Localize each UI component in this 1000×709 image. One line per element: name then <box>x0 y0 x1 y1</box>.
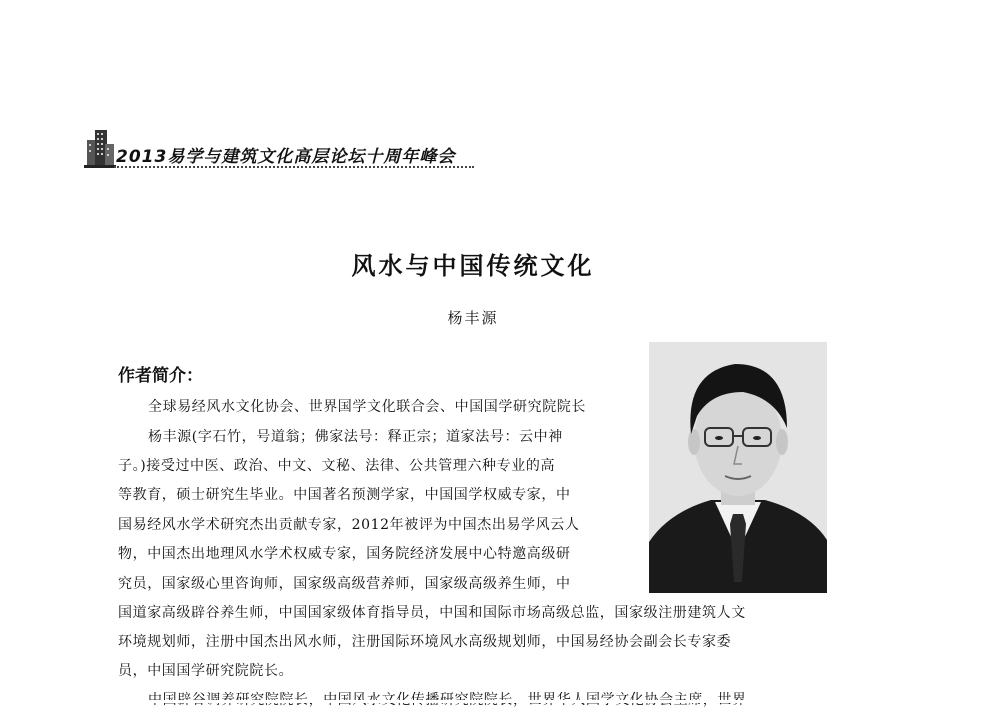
bio-line: 等教育，硕士研究生毕业。中国著名预测学家，中国国学权威专家，中 <box>118 487 571 503</box>
bio-line: 子。)接受过中医、政治、中文、文秘、法律、公共管理六种专业的高 <box>118 458 556 474</box>
bio-line: 杨丰源(字石竹，号道翁；佛家法号：释正宗；道家法号：云中神 <box>148 429 563 445</box>
bio-line: 全球易经风水文化协会、世界国学文化联合会、中国国学研究院院长 <box>148 399 586 415</box>
portrait-image <box>649 342 827 593</box>
bio-line: 员，中国国学研究院院长。 <box>118 663 294 679</box>
banner-dotted-rule <box>114 166 474 168</box>
article-author: 杨丰源 <box>447 309 499 327</box>
bio-line: 究员，国家级心里咨询师，国家级高级营养师，国家级高级养生师，中 <box>118 576 571 592</box>
building-icon <box>84 126 116 168</box>
bio-line: 国易经风水学术研究杰出贡献专家，2012年被评为中国杰出易学风云人 <box>118 517 580 533</box>
banner-title: 2013易学与建筑文化高层论坛十周年峰会 <box>116 147 456 167</box>
bio-line: 国道家高级辟谷养生师，中国国家级体育指导员，中国和国际市场高级总监，国家级注册建筑人文 <box>118 605 746 621</box>
author-portrait <box>649 342 827 593</box>
article-title: 风水与中国传统文化 <box>351 252 595 280</box>
conference-banner <box>84 124 476 170</box>
bio-line: 环境规划师，注册中国杰出风水师，注册国际环境风水高级规划师，中国易经协会副会长专家委 <box>118 634 732 650</box>
section-heading: 作者简介： <box>118 366 203 386</box>
bio-line: 物，中国杰出地理风水学术权威专家，国务院经济发展中心特邀高级研 <box>118 546 571 562</box>
